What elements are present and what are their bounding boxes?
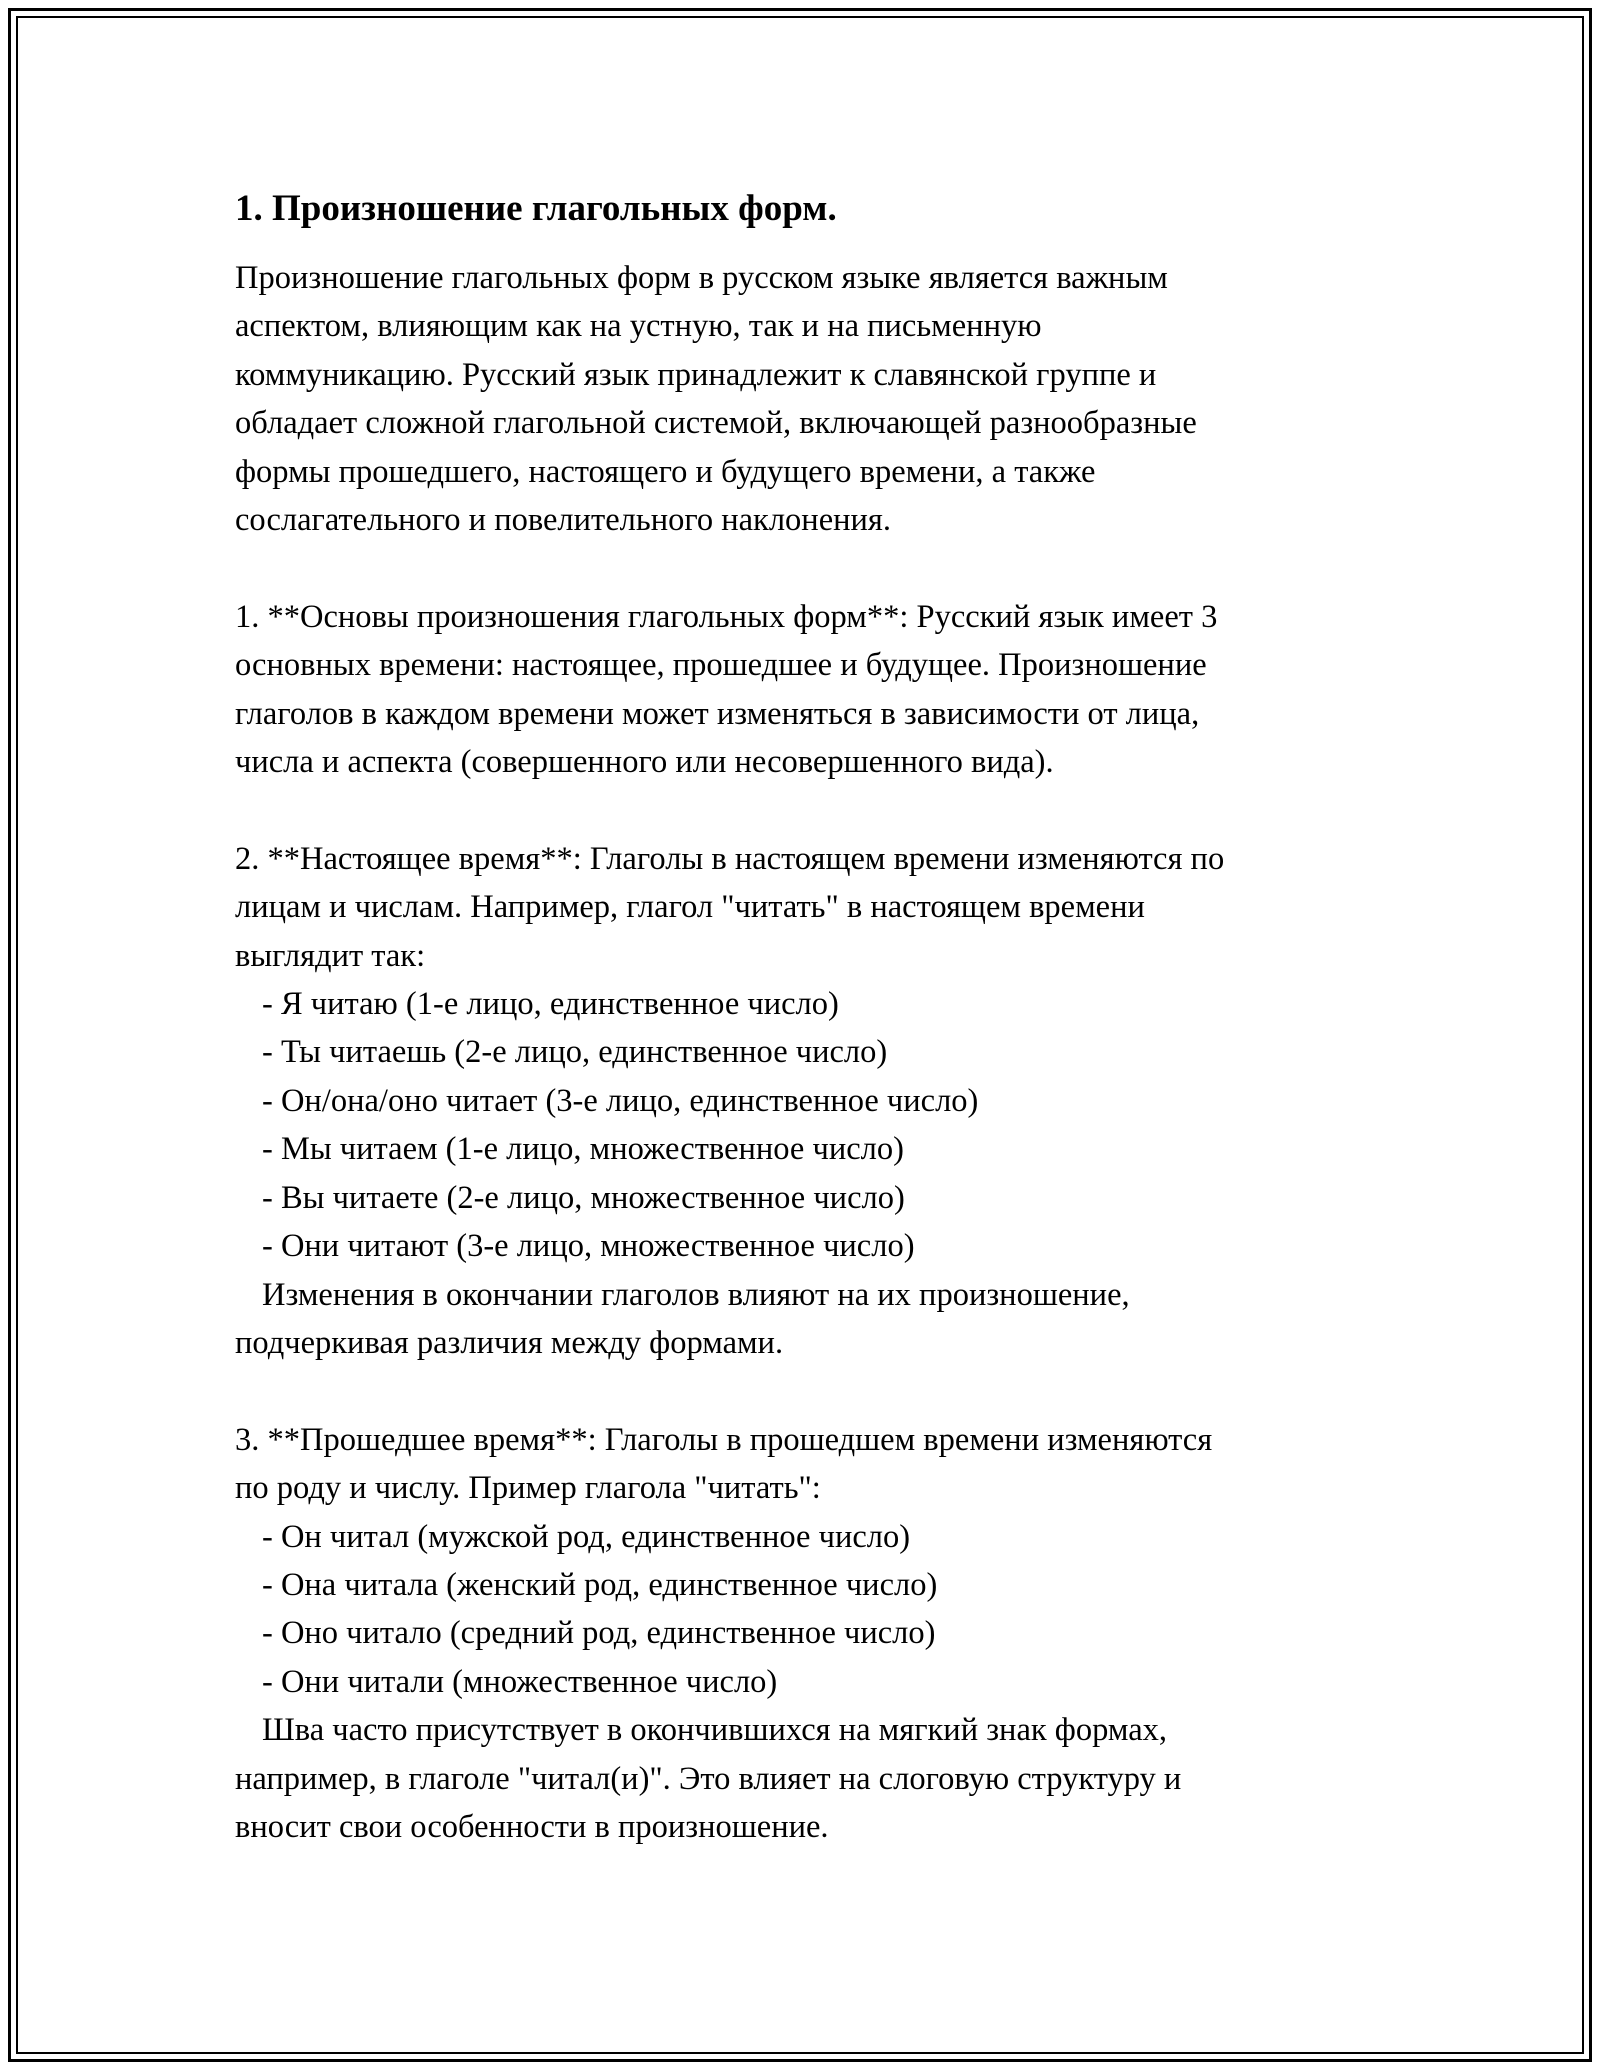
- blank-line: [235, 544, 1395, 592]
- point-3-paragraph: [235, 1416, 1395, 1852]
- text-line: подчеркивая различия между формами.: [235, 1324, 784, 1361]
- list-item: - Вы читаете (2-е лицо, множественное число): [262, 1179, 905, 1216]
- text-line: основных времени: настоящее, прошедшее и будущее. Произношение: [235, 647, 1207, 684]
- document-body: [235, 186, 1395, 1851]
- blank-line: [235, 786, 1395, 834]
- point-2-paragraph: [235, 835, 1395, 1367]
- text-line: вносит свои особенности в произношение.: [235, 1808, 829, 1845]
- text-line: коммуникацию. Русский язык принадлежит к славянской группе и: [235, 356, 1157, 393]
- list-item: - Оно читало (средний род, единственное число): [262, 1615, 936, 1652]
- text-line: по роду и числу. Пример глагола "читать":: [235, 1470, 821, 1507]
- text-line: глаголов в каждом времени может изменяться в зависимости от лица,: [235, 695, 1200, 732]
- text-line: обладает сложной глагольной системой, включающей разнообразные: [235, 405, 1197, 442]
- section-heading: 1. Произношение глагольных форм.: [235, 188, 837, 229]
- list-item: - Они читали (множественное число): [262, 1663, 778, 1700]
- list-item: - Я читаю (1-е лицо, единственное число): [262, 986, 839, 1023]
- blank-line: [235, 1367, 1395, 1415]
- point-1-paragraph: [235, 593, 1395, 787]
- text-line: Шва часто присутствует в окончившихся на мягкий знак формах,: [262, 1712, 1168, 1749]
- text-line: 1. **Основы произношения глагольных форм**: Русский язык имеет 3: [235, 598, 1218, 635]
- list-item: - Она читала (женский род, единственное число): [262, 1566, 938, 1603]
- text-line: аспектом, влияющим как на устную, так и на письменную: [235, 308, 1042, 345]
- text-line: выглядит так:: [235, 937, 426, 974]
- list-item: - Он читал (мужской род, единственное число): [262, 1518, 911, 1555]
- text-line: Изменения в окончании глаголов влияют на их произношение,: [262, 1276, 1130, 1313]
- list-item: - Они читают (3-е лицо, множественное число): [262, 1228, 915, 1265]
- text-line: 2. **Настоящее время**: Глаголы в настоящем времени изменяются по: [235, 840, 1225, 877]
- list-item: - Ты читаешь (2-е лицо, единственное число): [262, 1034, 888, 1071]
- text-line: числа и аспекта (совершенного или несовершенного вида).: [235, 744, 1054, 781]
- list-item: - Мы читаем (1-е лицо, множественное число): [262, 1131, 904, 1168]
- list-item: - Он/она/оно читает (3-е лицо, единственное число): [262, 1082, 979, 1119]
- text-line: формы прошедшего, настоящего и будущего времени, а также: [235, 453, 1096, 490]
- intro-paragraph: [235, 254, 1395, 544]
- text-line: Произношение глагольных форм в русском языке является важным: [235, 260, 1168, 296]
- text-line: лицам и числам. Например, глагол "читать" в настоящем времени: [235, 889, 1145, 926]
- text-line: например, в глаголе "читал(и)". Это влияет на слоговую структуру и: [235, 1760, 1182, 1797]
- text-line: 3. **Прошедшее время**: Глаголы в прошедшем времени изменяются: [235, 1421, 1213, 1458]
- text-line: сослагательного и повелительного наклонения.: [235, 502, 891, 539]
